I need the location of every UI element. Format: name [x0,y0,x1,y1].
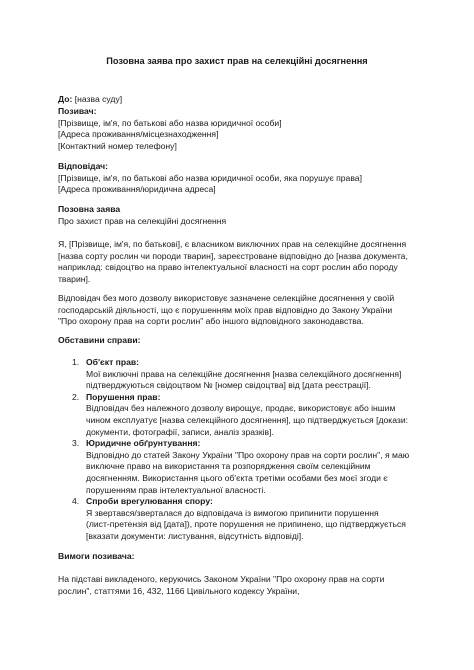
claim-subject: Про захист прав на селекційні досягнення [58,215,227,226]
item-line: Мої виключні права на селекційне досягнення [назва селекційного досягнення] [86,368,402,379]
paragraph-line: [назва сорту рослин чи породи тварин], зареєстроване відповідно до [назва документа, [58,250,408,261]
item-number: 1. [72,357,80,367]
list-item [58,438,420,496]
plaintiff-address: [Адреса проживання/місцезнаходження] [58,129,219,140]
item-line: підтверджуються свідоцтвом № [номер свідоцтва] від [дата реєстрації]. [86,380,371,391]
document-title: Позовна заява про захист прав на селекційні досягнення [106,56,368,66]
plaintiff-name: [Прізвище, ім'я, по батькові або назва юридичної особи] [58,117,282,128]
item-number: 2. [72,391,80,402]
item-line: виключне право на використання та розпорядження своїм селекційним [86,461,371,472]
list-item [58,392,420,438]
paragraph-line: господарській діяльності, що є порушенням моїх прав відповідно до Закону України [58,304,393,315]
demands-heading: Вимоги позивача: [58,551,135,561]
to-label: До: [58,94,73,104]
demands-section [58,574,420,597]
item-title: Спроби врегулювання спору: [86,496,213,507]
plaintiff-label: Позивач: [58,106,97,116]
demands-heading-block [58,551,420,563]
circumstances-section [58,335,420,347]
item-line: Відповідно до статей Закону України "Про охорону прав на сорти рослин", я маю [86,449,410,460]
item-line: досягненням. Використання цього об'єкта третіми особами без моєї згоди є [86,472,388,483]
item-title: Юридичне обґрунтування: [86,438,201,449]
claim-heading: Позовна заява [58,204,121,214]
paragraph-line: наприклад: свідоцтво на право інтелектуальної власності на сорт рослин або породу [58,262,398,273]
item-number: 3. [72,438,80,449]
item-line: чином експлуатує [назва селекційного досягнення], що підтверджується [докази: [86,414,409,425]
court-line [58,94,420,106]
item-number: 4. [72,496,80,507]
circumstances-list [58,357,420,543]
item-title: Об'єкт прав: [86,357,140,367]
court-name: [назва суду] [74,94,123,104]
item-line: Відповідач без належного дозволу вирощує, продає, використовує або іншим [86,403,396,414]
court-section [58,94,420,106]
defendant-label: Відповідач: [58,161,109,171]
item-title: Порушення прав: [86,391,161,402]
item-line: (лист-претензія від [дата]), проте порушення не припинено, що підтверджується [86,519,406,530]
defendant-address: [Адреса проживання/юридична адреса] [58,184,216,195]
item-line: порушенням прав інтелектуальної власності. [86,484,266,495]
defendant-name: [Прізвище, ім'я, по батькові або назва юридичної особи, яка порушує права] [58,172,362,183]
defendant-section [58,161,420,196]
paragraph-line: Я, [Прізвище, ім'я, по батькові], є власником виключних прав на селекційне досягнення [58,239,407,249]
claim-section [58,204,420,227]
paragraph-ownership [58,239,420,285]
plaintiff-phone: [Контактний номер телефону] [58,140,177,151]
paragraph-line: На підставі викладеного, керуючись Законом України "Про охорону прав на сорти [58,574,385,584]
plaintiff-section [58,106,420,152]
item-line: Я звертався/зверталася до відповідача із вимогою припинити порушення [86,507,379,518]
item-line: [вказати документи: листування, відсутність відповіді]. [86,530,304,541]
list-item [58,357,420,392]
circumstances-heading: Обставини справи: [58,335,141,345]
paragraph-line: "Про охорону прав на сорти рослин" або іншого відповідного законодавства. [58,316,364,327]
list-item [58,496,420,542]
paragraph-line: Відповідач без мого дозволу використовує зазначене селекційне досягнення у своїй [58,293,395,303]
item-line: документи, фотографії, записи, аналіз зразків]. [86,426,274,437]
paragraph-line: тварин]. [58,273,91,284]
paragraph-line: рослин", статтями 16, 432, 1166 Цивільного кодексу України, [58,585,300,596]
paragraph-violation [58,293,420,328]
